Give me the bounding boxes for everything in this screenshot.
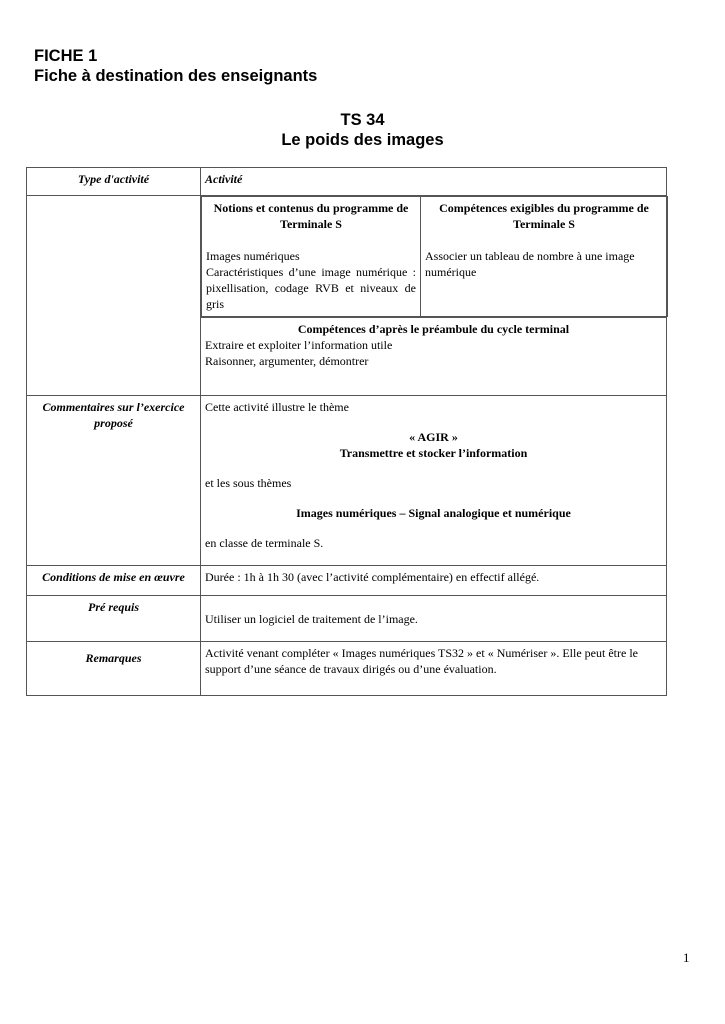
notions-item: Images numériques [206,249,300,263]
type-label: Type d'activité [27,168,201,196]
competences-text: Associer un tableau de nombre à une image numérique [425,249,635,279]
row-type-activite [27,168,667,196]
type-value: Activité [201,168,667,196]
preambule-item: Raisonner, argumenter, démontrer [205,354,369,368]
activity-code: TS 34 [340,111,385,129]
notions-item: Caractéristiques d’une image numérique : pixellisation, codage RVB et niveaux de gris [206,265,416,311]
sous-themes: Images numériques – Signal analogique et numérique [296,506,571,520]
preambule-cell [201,318,667,396]
commentaires-intro: Cette activité illustre le thème [205,400,349,414]
activity-name: Le poids des images [281,131,444,149]
preambule-item: Extraire et exploiter l’information utile [205,338,393,352]
sous-themes-intro: et les sous thèmes [205,476,292,490]
theme-subtitle: Transmettre et stocker l’information [339,446,528,460]
theme-name: « AGIR » [409,430,458,444]
row-conditions [27,566,667,596]
programme-label-cell [27,196,201,396]
competences-title: Compétences exigibles du programme de Terminale S [439,201,649,231]
competences-cell [421,197,668,317]
conditions-value: Durée : 1h à 1h 30 (avec l’activité complémentaire) en effectif allégé. [201,566,667,596]
remarques-label: Remarques [27,642,201,696]
row-programme [27,196,667,318]
row-commentaires [27,396,667,566]
fiche-number: FICHE 1 [34,47,98,65]
prerequis-value: Utiliser un logiciel de traitement de l’image. [201,596,667,642]
prerequis-label: Pré requis [27,596,201,642]
commentaires-cell [201,396,667,566]
fiche-audience: Fiche à destination des enseignants [34,67,318,85]
row-prerequis [27,596,667,642]
activity-sheet-table [26,167,667,696]
notions-title: Notions et contenus du programme de Terminale S [213,201,409,231]
programme-cell [201,196,667,318]
document-header [34,46,317,86]
classe-text: en classe de terminale S. [205,536,324,550]
conditions-label: Conditions de mise en œuvre [27,566,201,596]
document-title [0,110,725,150]
preambule-title: Compétences d’après le préambule du cycle terminal [297,322,570,336]
commentaires-label: Commentaires sur l’exercice proposé [27,396,201,566]
programme-inner-table [201,196,668,317]
row-remarques [27,642,667,696]
notions-cell [202,197,421,317]
remarques-value: Activité venant compléter « Images numériques TS32 » et « Numériser ». Elle peut être le support d’une séance de travaux dirigés ou d’une évaluation. [201,642,667,696]
page-number: 1 [683,950,690,965]
